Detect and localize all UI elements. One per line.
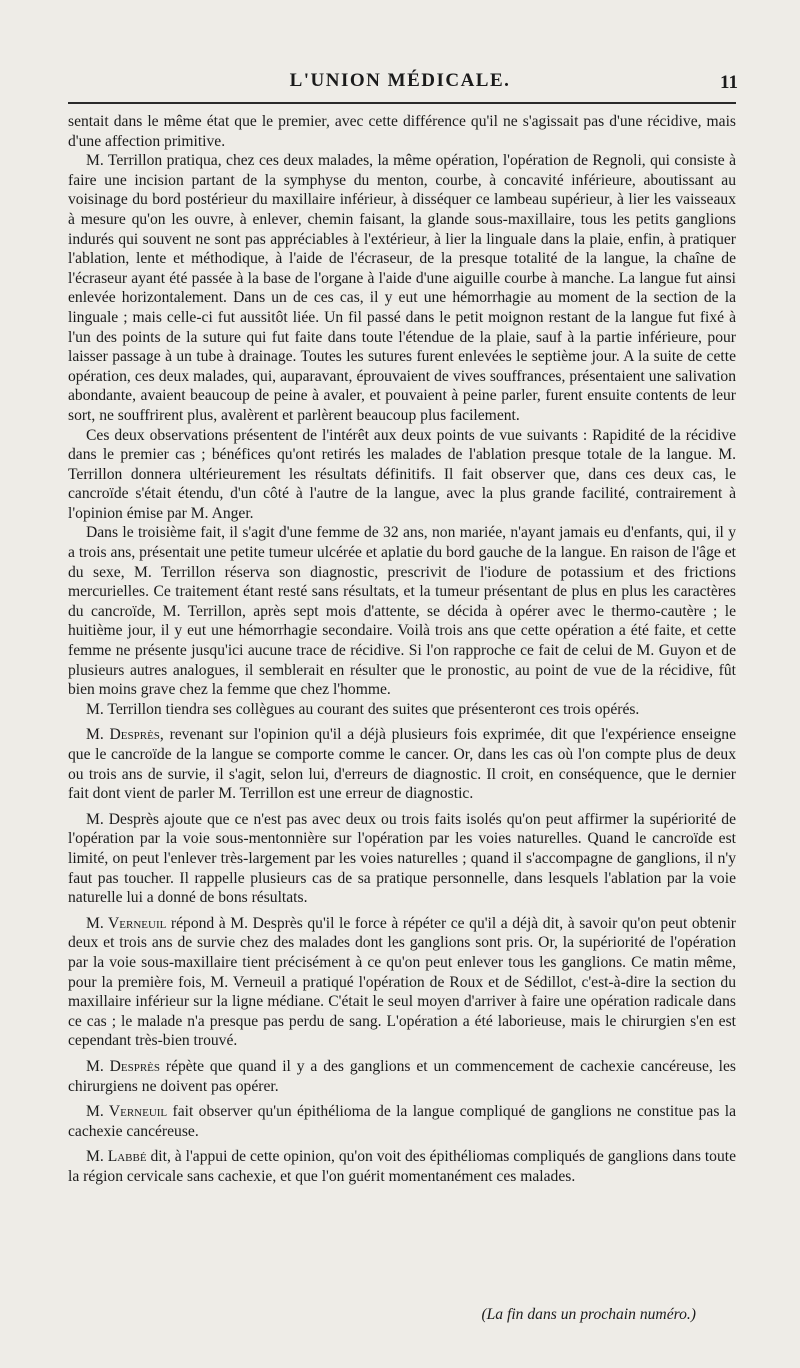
speaker-name: M. Desprès [86,1057,161,1075]
paragraph-text: M. Terrillon pratiqua, chez ces deux malades, la même opération, l'opération de Regnoli, qui consiste à faire une incision partant de la symphyse du menton, courbe, à concavité inférieure, aboutissant au voisinage du bord postérieur du maxillaire inférieur, à disséquer ce lambeau supérieur, à lier les vaisseaux à mesure qu'on les ouvre, à enlever, chemin faisant, la glande sous-maxillaire, tous les petits ganglions indurés qui souvent ne sont pas appréciables à l'extérieur, à lier la linguale dans la plaie, enfin, à pratiquer l'ablation, lente et méthodique, à l'aide de l'écraseur, de la presque totalité de la langue, la chaîne de l'écraseur ayant été passée à la base de l'organe à l'aide d'une aiguille courbe à manche. La langue fut ainsi enlevée horizontalement. Dans un de ces cas, il y eut une hémorrhagie au moment de la section de la linguale ; mais celle-ci fut aussitôt liée. Un fil passé dans le petit moignon restant de la langue fut fixé à l'un des points de la suture qui fut faite dans toute l'étendue de la plaie, sauf à la partie inférieure, pour laisser passage à un tube à drainage. Toutes les sutures furent enlevées le septième jour. A la suite de cette opération, ces deux malades, qui, auparavant, éprouvaient de vives souffrances, présentaient une salivation abondante, avaient beaucoup de peine à avaler, et pouvaient à peine parler, furent ensuite contents de leur sort, ne souffrirent plus, avalèrent et parlèrent beaucoup plus facilement. [68,152,736,424]
continuation-note: (La fin dans un prochain numéro.) [481,1306,696,1323]
paragraph-4 [68,523,736,699]
running-head [0,70,800,100]
paragraph-7 [68,810,736,908]
paragraph-10 [68,1102,736,1141]
paragraph-text: M. Terrillon tiendra ses collègues au courant des suites que présenteront ces trois opérés. [86,700,640,718]
paragraph-text: sentait dans le même état que le premier, avec cette différence qu'il ne s'agissait pas d'une récidive, mais d'une affection primitive. [68,113,736,150]
paragraph-text: M. Desprès ajoute que ce n'est pas avec deux ou trois faits isolés qu'on peut affirmer la supériorité de l'opération par la voie sous-mentonnière sur l'opération par les voies naturelles. Quand le cancroïde est limité, on peut l'enlever très-largement par les voies naturelles ; quand il s'accompagne de ganglions, il n'y faut pas toucher. Il rappelle plusieurs cas de sa pratique personnelle, dans lesquels l'ablation par la voie naturelle lui a donné de bons résultats. [68,810,736,907]
page-number: 11 [720,72,738,93]
speaker-name: M. Verneuil [86,914,167,932]
paragraph-text: répond à M. Desprès qu'il le force à répéter ce qu'il a déjà dit, à savoir qu'on peut obtenir deux et trois ans de survie chez des malades dont les ganglions sont pris. Or, la supériorité de l'opération par la voie sous-maxillaire tient précisément à ce qu'on peut enlever tous les ganglions. Ce matin même, pour la première fois, M. Verneuil a pratiqué l'opération de Roux et de Sédillot, c'est-à-dire la section du maxillaire inférieur sur la ligne médiane. C'était le seul moyen d'arriver à faire une opération radicale dans ce cas ; le malade n'a presque pas perdu de sang. L'opération a été laborieuse, mais le chirurgien s'en est cependant très-bien trouvé. [68,914,737,1050]
paragraph-6 [68,725,736,803]
paragraph-text: répète que quand il y a des ganglions et un commencement de cachexie cancéreuse, les chirurgiens ne doivent pas opérer. [68,1057,736,1095]
speaker-name: M. Verneuil [86,1103,168,1121]
paragraph-5 [68,700,736,720]
journal-title: L'UNION MÉDICALE. [289,70,511,91]
paragraph-3 [68,426,736,524]
paragraph-8 [68,914,736,1051]
header-rule [68,102,736,104]
paragraph-text: dit, à l'appui de cette opinion, qu'on voit des épithéliomas compliqués de ganglions dans toute la région cervicale sans cachexie, et que l'on guérit momentanément ces malades. [68,1148,736,1185]
paragraph-11 [68,1147,736,1186]
speaker-name: M. Labbé [86,1148,147,1166]
paragraph-1 [68,112,736,151]
article-body [68,112,736,1186]
paragraph-text: fait observer qu'un épithélioma de la langue compliqué de ganglions ne constitue pas la cachexie cancéreuse. [68,1103,737,1140]
paragraph-text: Dans le troisième fait, il s'agit d'une femme de 32 ans, non mariée, n'ayant jamais eu d'enfants, qui, il y a trois ans, présentait une petite tumeur ulcérée et aplatie du bord gauche de la langue. En raison de l'âge et du sexe, M. Terrillon réserva son diagnostic, prescrivit de l'iodure de potassium et des frictions mercurielles. Ce traitement étant resté sans résultats, et la tumeur présentant de plus en plus les caractères du cancroïde, M. Terrillon, après sept mois d'attente, se décida à opérer avec le thermo-cautère ; le huitième jour, il y eut une hémorrhagie secondaire. Voilà trois ans que cette opération a été faite, et cette femme ne présente jusqu'ici aucune trace de récidive. Si l'on rapproche ce fait de celui de M. Guyon et de plusieurs autres analogues, il semblerait en résulter que le pronostic, au point de vue de la récidive, fût bien moins grave chez la femme que chez l'homme. [68,524,736,699]
paragraph-2 [68,151,736,425]
paragraph-text: revenant sur l'opinion qu'il a déjà plusieurs fois exprimée, dit que l'expérience enseigne que le cancroïde de la langue se comporte comme le cancer. Or, dans les cas où l'on compte plus de deux ou trois ans de survie, il s'agit, selon lui, d'erreurs de diagnostic. Il croit, en conséquence, que le dernier fait dont vient de parler M. Terrillon est une erreur de diagnostic. [68,726,736,803]
paragraph-9 [68,1057,736,1096]
paragraph-text: Ces deux observations présentent de l'intérêt aux deux points de vue suivants : Rapidité de la récidive dans le premier cas ; bénéfices qu'ont retirés les malades de l'ablation presque totale de la langue. M. Terrillon donnera ultérieurement les résultats définitifs. Il fait observer que, dans ces deux cas, le cancroïde s'était étendu, d'un côté à l'autre de la langue, avec la plus grande facilité, contrairement à l'opinion émise par M. Anger. [68,426,736,522]
speaker-name: M. Desprès, [86,726,164,744]
